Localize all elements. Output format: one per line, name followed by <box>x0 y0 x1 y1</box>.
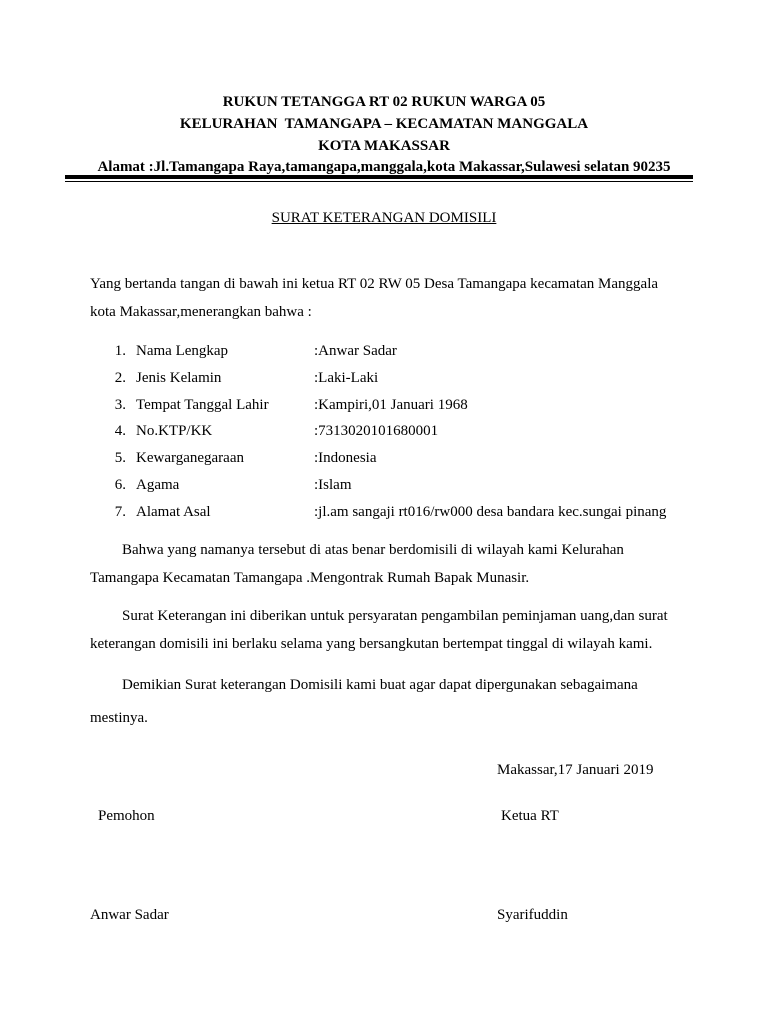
letterhead-divider-thin <box>65 181 693 182</box>
detail-value: :Anwar Sadar <box>314 343 397 359</box>
detail-label: Jenis Kelamin <box>136 370 222 386</box>
applicant-name: Anwar Sadar <box>90 907 169 923</box>
detail-number: 5. <box>114 450 126 466</box>
paragraph-1-line-2: Tamangapa Kecamatan Tamangapa .Mengontrak Rumah Bapak Munasir. <box>90 570 530 586</box>
document-title: SURAT KETERANGAN DOMISILI <box>271 210 497 226</box>
letterhead-line-3: KOTA MAKASSAR <box>318 138 450 154</box>
detail-label: Kewarganegaraan <box>136 450 244 466</box>
paragraph-3-line-2: mestinya. <box>90 710 148 726</box>
rt-head-role: Ketua RT <box>501 808 559 824</box>
detail-number: 4. <box>114 423 126 439</box>
intro-line-1: Yang bertanda tangan di bawah ini ketua RT 02 RW 05 Desa Tamangapa kecamatan Manggala <box>90 276 659 292</box>
detail-label: Agama <box>136 477 180 493</box>
detail-number: 6. <box>114 477 126 493</box>
detail-value: :Indonesia <box>314 450 377 466</box>
detail-label: Tempat Tanggal Lahir <box>136 397 269 413</box>
detail-number: 2. <box>114 370 126 386</box>
detail-value: :jl.am sangaji rt016/rw000 desa bandara kec.sungai pinang <box>314 504 667 520</box>
detail-value: :Islam <box>314 477 352 493</box>
letterhead-address: Alamat :Jl.Tamangapa Raya,tamangapa,manggala,kota Makassar,Sulawesi selatan 90235 <box>97 159 671 175</box>
detail-value: :Kampiri,01 Januari 1968 <box>314 397 468 413</box>
detail-label: Nama Lengkap <box>136 343 229 359</box>
paragraph-1-line-1: Bahwa yang namanya tersebut di atas benar berdomisili di wilayah kami Kelurahan <box>122 542 624 558</box>
detail-value: :7313020101680001 <box>314 423 439 439</box>
letterhead-divider-thick <box>65 175 693 179</box>
detail-label: Alamat Asal <box>136 504 211 520</box>
detail-value: :Laki-Laki <box>314 370 379 386</box>
letterhead-line-1: RUKUN TETANGGA RT 02 RUKUN WARGA 05 <box>222 94 546 110</box>
detail-label: No.KTP/KK <box>136 423 213 439</box>
detail-number: 1. <box>114 343 126 359</box>
paragraph-2-line-1: Surat Keterangan ini diberikan untuk persyaratan pengambilan peminjaman uang,dan surat <box>122 608 668 624</box>
applicant-role: Pemohon <box>98 808 155 824</box>
paragraph-2-line-2: keterangan domisili ini berlaku selama yang bersangkutan bertempat tinggal di wilayah kami. <box>90 636 653 652</box>
rt-head-name: Syarifuddin <box>497 907 568 923</box>
detail-number: 7. <box>114 504 126 520</box>
detail-number: 3. <box>114 397 126 413</box>
letterhead-line-2: KELURAHAN TAMANGAPA – KECAMATAN MANGGALA <box>179 116 589 132</box>
intro-line-2: kota Makassar,menerangkan bahwa : <box>90 304 312 320</box>
paragraph-3-line-1: Demikian Surat keterangan Domisili kami buat agar dapat dipergunakan sebagaimana <box>122 677 638 693</box>
place-date: Makassar,17 Januari 2019 <box>497 762 654 778</box>
